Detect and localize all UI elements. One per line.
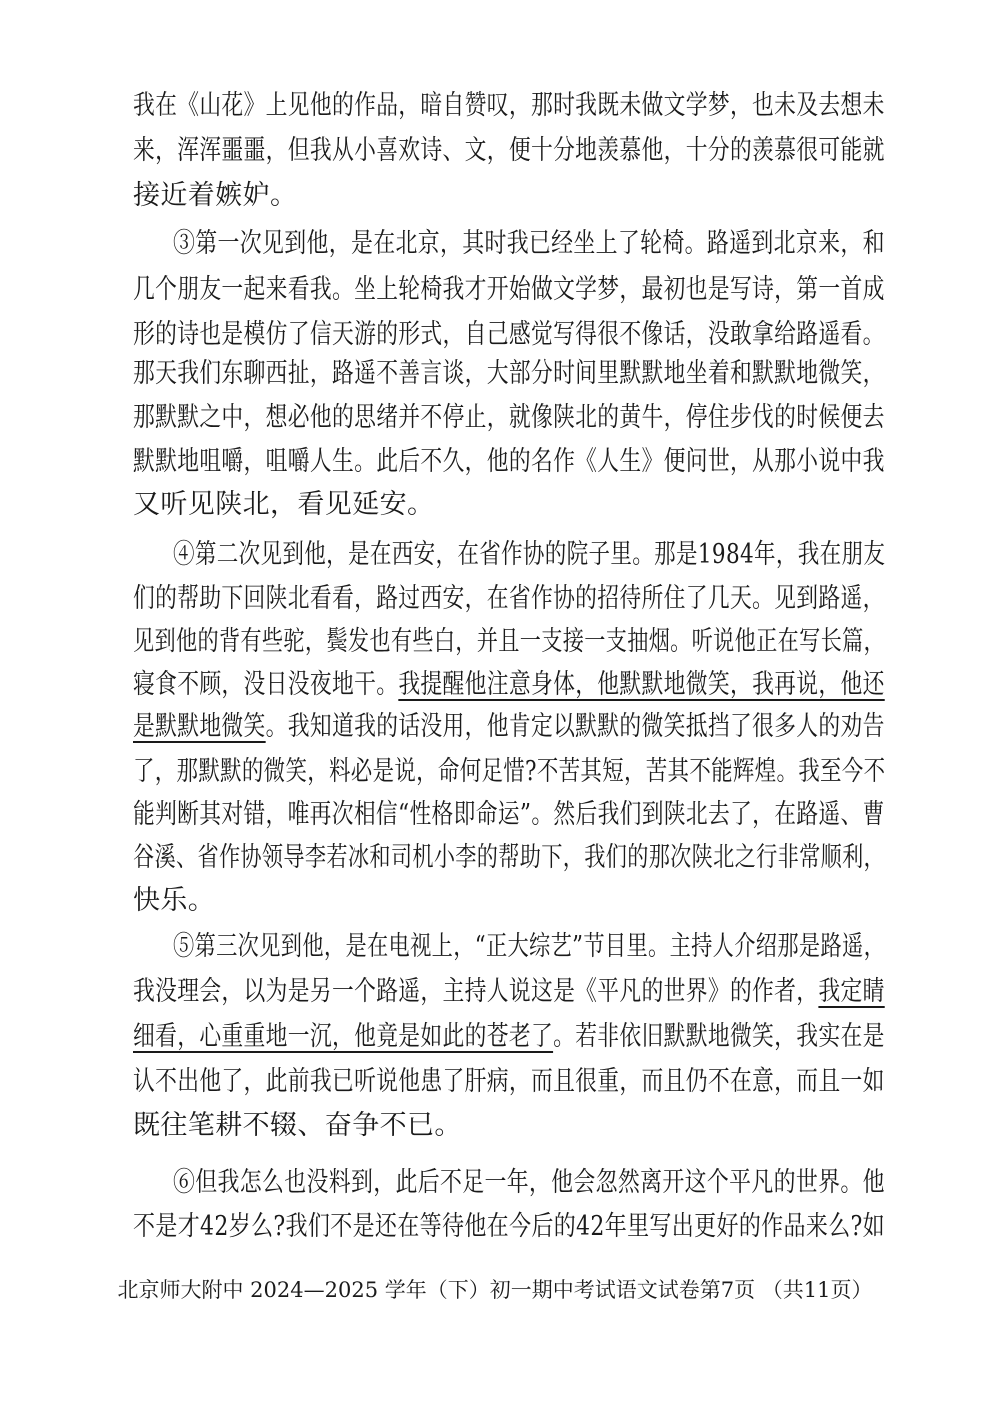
text-segment: 既往笔耕不辍、奋争不已。 [133,1110,462,1141]
text-segment: ③第一次见到他，是在北京，其时我已经坐上了轮椅。路遥到北京来，和 [173,228,885,259]
underlined-text: 我定睛 [818,976,885,1007]
text-line [133,133,885,169]
text-line [173,226,885,262]
text-segment: 。我知道我的话没用，他肯定以默默的微笑抵挡了很多人的劝告 [265,711,885,742]
text-segment: 来，浑浑噩噩，但我从小喜欢诗、文，便十分地羡慕他，十分的羡慕很可能就 [133,135,885,166]
text-segment: ⑤第三次见到他，是在电视上，“正大综艺”节目里。主持人介绍那是路遥， [173,931,886,962]
text-segment: 我在《山花》上见他的作品，暗自赞叹，那时我既未做文学梦，也未及去想未 [133,90,885,121]
text-segment: ⑥但我怎么也没料到，此后不足一年，他会忽然离开这个平凡的世界。他 [173,1167,885,1198]
text-segment: 接近着嫉妒。 [133,180,298,211]
text-segment: 又听见陕北，看见延安。 [133,489,435,520]
text-line [133,444,885,480]
text-line [133,667,885,703]
text-segment: 几个朋友一起来看我。坐上轮椅我才开始做文学梦，最初也是写诗，第一首成 [133,274,885,305]
text-line [173,929,885,965]
text-line [133,624,885,660]
text-segment: 不是才42岁么?我们不是还在等待他在今后的42年里写出更好的作品来么?如 [133,1211,886,1242]
text-segment: 那天我们东聊西扯，路遥不善言谈，大部分时间里默默地坐着和默默地微笑， [133,358,885,389]
text-line [133,1108,462,1144]
text-line [133,317,885,353]
text-segment: 那默默之中，想必他的思绪并不停止，就像陕北的黄牛，停住步伐的时候便去 [133,402,885,433]
text-line [133,487,434,523]
text-segment: ④第二次见到他，是在西安，在省作协的院子里。那是1984年，我在朋友 [173,539,886,570]
text-segment: 寝食不顾，没日没夜地干。 [133,669,399,700]
text-line [133,974,885,1010]
text-line [133,1064,885,1100]
text-line [133,356,885,392]
text-segment: 形的诗也是模仿了信天游的形式，自己感觉写得很不像话，没敢拿给路遥看。 [133,319,885,350]
text-line [133,797,885,833]
text-line [133,883,215,919]
text-segment: 认不出他了，此前我已听说他患了肝病，而且很重，而且仍不在意，而且一如 [133,1066,885,1097]
text-segment: 默默地咀嚼，咀嚼人生。此后不久，他的名作《人生》便问世，从那小说中我 [133,446,885,477]
text-line [133,88,885,124]
page-footer: 北京师大附中 2024—2025 学年（下）初一期中考试语文试卷第7页 （共11页） [117,1278,873,1302]
text-line [133,272,885,308]
text-segment: 们的帮助下回陕北看看，路过西安，在省作协的招待所住了几天。见到路遥， [133,583,885,614]
text-segment: 了，那默默的微笑，料必是说，命何足惜?不苦其短，苦其不能辉煌。我至今不 [133,756,886,787]
text-segment: 能判断其对错，唯再次相信“性格即命运”。然后我们到陕北去了，在路遥、曹 [133,799,885,830]
text-line [133,754,885,790]
underlined-text: 是默默地微笑 [133,711,266,742]
text-line [133,581,885,617]
text-line [133,178,297,214]
text-line [133,709,885,745]
underlined-text: 我提醒他注意身体，他默默地微笑，我再说，他还 [398,669,885,700]
text-segment: 快乐。 [133,885,216,916]
text-line [173,537,885,573]
text-segment: 见到他的背有些驼，鬓发也有些白，并且一支接一支抽烟。听说他正在写长篇， [133,626,886,657]
text-segment: 谷溪、省作协领导李若冰和司机小李的帮助下，我们的那次陕北之行非常顺利， [133,842,886,873]
underlined-text: 细看，心重重地一沉，他竟是如此的苍老了 [133,1021,554,1052]
text-line [133,1209,885,1245]
text-segment: 我没理会，以为是另一个路遥，主持人说这是《平凡的世界》的作者， [133,976,819,1007]
text-segment: 。若非依旧默默地微笑，我实在是 [553,1021,885,1052]
text-line [133,1019,885,1055]
text-line [133,400,885,436]
text-line [133,840,885,876]
text-line [173,1165,885,1201]
